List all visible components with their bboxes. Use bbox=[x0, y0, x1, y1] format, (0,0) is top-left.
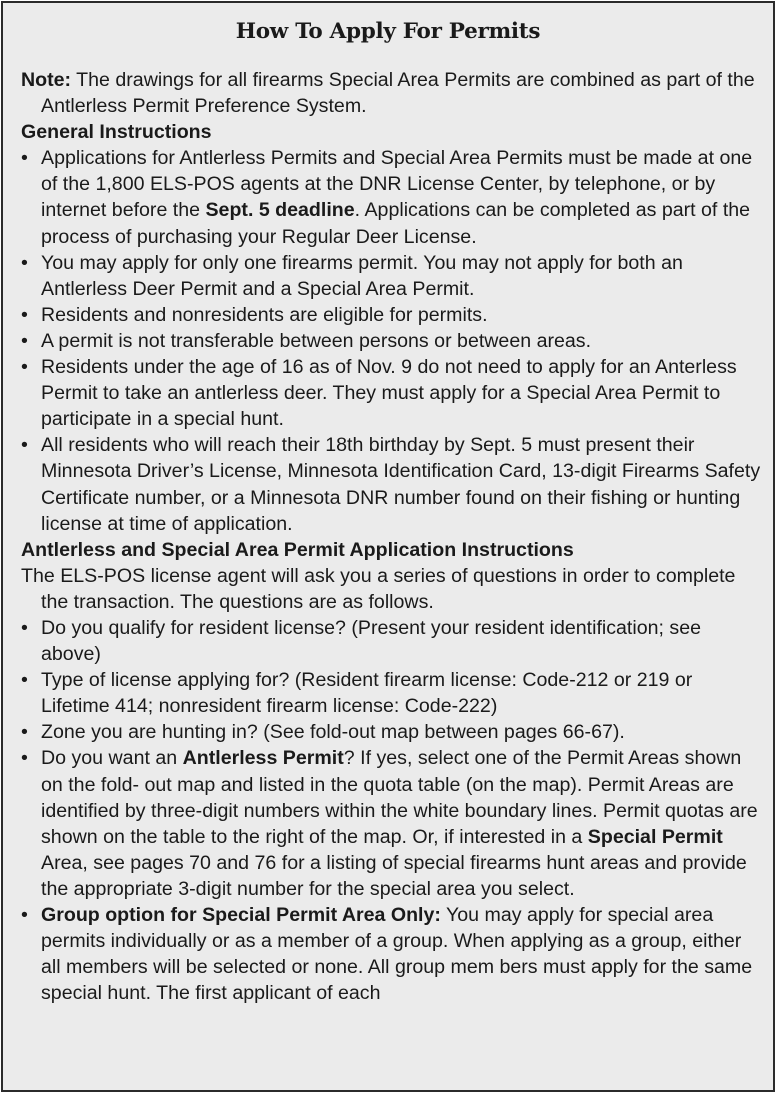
bullet-icon: • bbox=[21, 616, 28, 639]
list-item: • Residents and nonresidents are eligible for permits. bbox=[21, 302, 763, 328]
list-item: • Do you want an Antlerless Permit? If yes, select one of the Permit Areas shown on the fold- out map and listed in the quota table (on the map). Permit Areas are identified by three-digit numbers within the white boundary lines. Permit quotas are shown on the table to the right of the map. Or, if interested in a Special Permit Area, see pages 70 and 76 for a listing of special firearms hunt areas and provide the appropriate 3-digit number for the special area you select. bbox=[21, 747, 758, 900]
list-item: • Residents under the age of 16 as of Nov. 9 do not need to apply for an Anterless Permit to take an antlerless deer. They must apply for a Special Area Permit to participate in a special hunt. bbox=[21, 356, 737, 431]
list-item: • Type of license applying for? (Resident firearm license: Code-212 or 219 or Lifetime 414; nonresident firearm license: Code-222) bbox=[21, 669, 693, 718]
note-label: Note: bbox=[21, 69, 72, 91]
group-option-label: Group option for Special Permit Area Only: bbox=[41, 904, 441, 926]
instructions-content bbox=[3, 67, 773, 1006]
list-item: • Zone you are hunting in? (See fold-out map between pages 66-67). bbox=[21, 719, 763, 745]
bullet-icon: • bbox=[21, 434, 28, 457]
bullet-icon: • bbox=[21, 721, 28, 744]
note-text: The drawings for all firearms Special Area Permits are combined as part of the Antlerless Permit Preference System. bbox=[41, 69, 755, 118]
bullet-icon: • bbox=[21, 356, 28, 379]
bullet-icon: • bbox=[21, 147, 28, 170]
list-item: • A permit is not transferable between persons or between areas. bbox=[21, 328, 763, 354]
antlerless-permit-term: Antlerless Permit bbox=[182, 747, 344, 770]
list-item: • All residents who will reach their 18th birthday by Sept. 5 must present their Minnesota Driver’s License, Minnesota Identification Card, 13-digit Firearms Safety Certificate number, or a Minnesota DNR number found on their fishing or hunting license at time of application. bbox=[21, 434, 761, 535]
page-title: How To Apply For Permits bbox=[235, 19, 541, 44]
bullet-icon: • bbox=[21, 251, 28, 274]
application-instructions-heading: Antlerless and Special Area Permit Application Instructions bbox=[21, 538, 574, 561]
bullet-icon: • bbox=[21, 669, 28, 692]
bullet-icon: • bbox=[21, 303, 28, 326]
application-intro: The ELS-POS license agent will ask you a series of questions in order to complete the transaction. The questions are as follows. bbox=[21, 564, 736, 613]
bullet-icon: • bbox=[21, 329, 28, 352]
list-item: • Do you qualify for resident license? (Present your resident identification; see above) bbox=[21, 616, 702, 666]
deadline-text: Sept. 5 deadline bbox=[205, 199, 355, 222]
instructions-panel bbox=[1, 1, 775, 1092]
special-permit-term: Special Permit bbox=[587, 825, 723, 848]
bullet-icon: • bbox=[21, 904, 28, 926]
list-item: • Group option for Special Permit Area Only: You may apply for special area permits individually or as a member of a group. When applying as a group, either all members will be selected or none. All group mem bers must apply for the same special hunt. The first applicant of each bbox=[21, 904, 753, 1005]
general-instructions-heading: General Instructions bbox=[21, 121, 212, 144]
list-item: • You may apply for only one firearms permit. You may not apply for both an Antlerless Deer Permit and a Special Area Permit. bbox=[21, 251, 683, 300]
list-item: • Applications for Antlerless Permits and Special Area Permits must be made at one of the 1,800 ELS-POS agents at the DNR License Center, by telephone, or by internet before the Sept. 5 deadline. Applications can be completed as part of the process of purchasing your Regular Deer License. bbox=[21, 147, 753, 248]
note-paragraph bbox=[21, 67, 763, 119]
bullet-icon: • bbox=[21, 747, 28, 770]
